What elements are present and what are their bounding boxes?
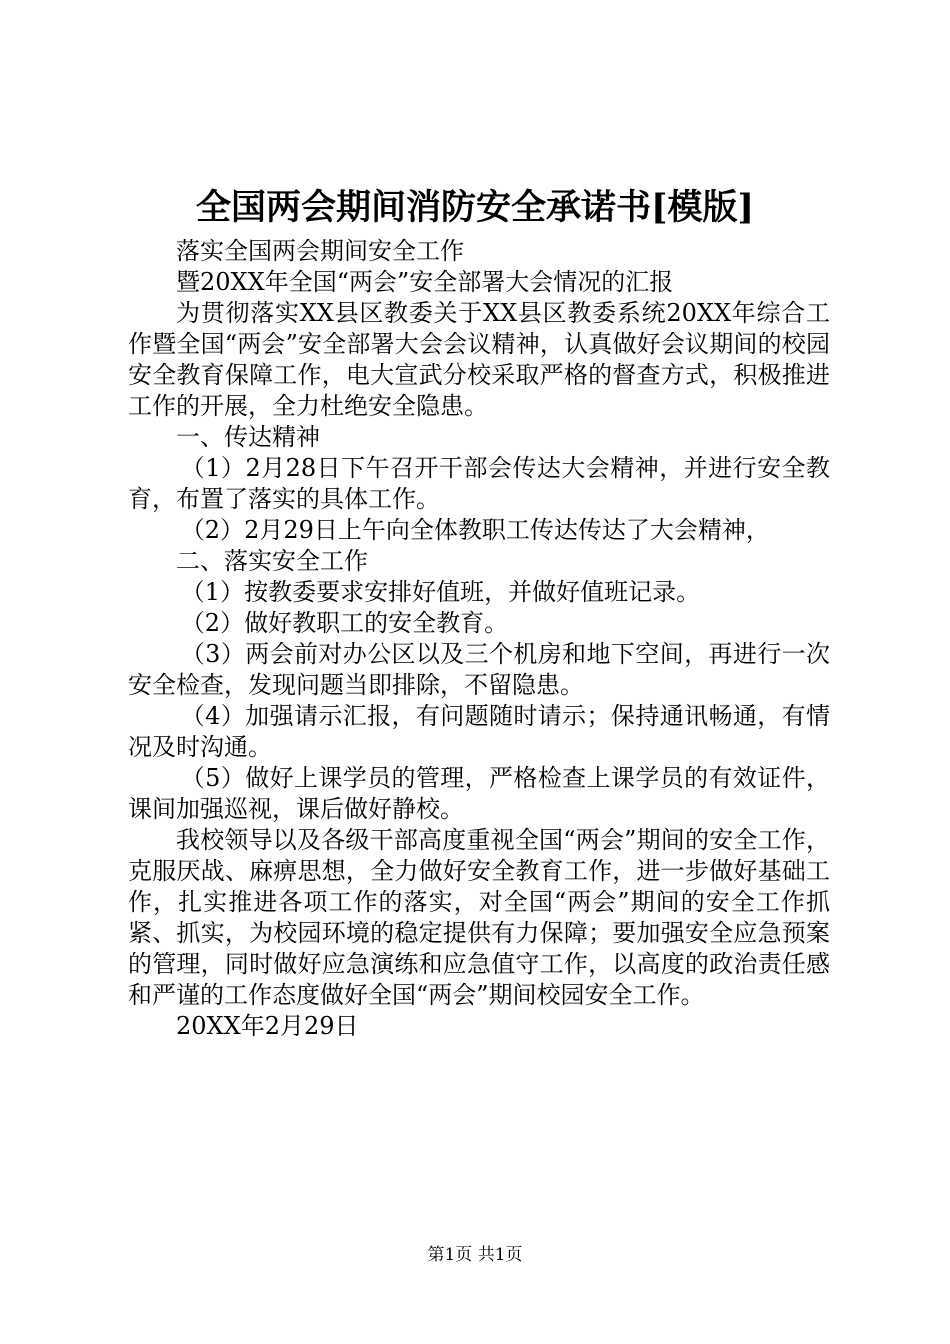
document-title: 全国两会期间消防安全承诺书[模版] xyxy=(195,187,755,228)
list-item: （1）2月28日下午召开干部会传达大会精神，并进行安全教育，布置了落实的具体工作。 xyxy=(128,454,830,513)
paragraph-subtitle-1: 落实全国两会期间安全工作 xyxy=(176,237,464,265)
paragraph-conclusion: 我校领导以及各级干部高度重视全国“两会”期间的安全工作，克服厌战、麻痹思想，全力做好安全教育工作，进一步做好基础工作，扎实推进各项工作的落实，对全国“两会”期间的安全工作抓紧、抓实，为校园环境的稳定提供有力保障；要加强安全应急预案的管理，同时做好应急演练和应急值守工作，以高度的政治责任感和严谨的工作态度做好全国“两会”期间校园安全工作。 xyxy=(128,826,830,1009)
paragraph-intro: 为贯彻落实XX县区教委关于XX县区教委系统20XX年综合工作暨全国“两会”安全部署大会会议精神，认真做好会议期间的校园安全教育保障工作，电大宣武分校采取严格的督查方式，积极推进工作的开展，全力杜绝安全隐患。 xyxy=(128,299,830,420)
document-date: 20XX年2月29日 xyxy=(176,1012,359,1040)
list-item: （4）加强请示汇报，有问题随时请示；保持通讯畅通，有情况及时沟通。 xyxy=(128,702,830,761)
list-item: （3）两会前对办公区以及三个机房和地下空间，再进行一次安全检查，发现问题当即排除，不留隐患。 xyxy=(128,640,830,699)
list-item: （2）2月29日上午向全体教职工传达传达了大会精神， xyxy=(180,516,770,544)
section-heading-2: 二、落实安全工作 xyxy=(176,547,368,575)
list-item: （2）做好教职工的安全教育。 xyxy=(180,609,509,637)
list-item: （1）按教委要求安排好值班，并做好值班记录。 xyxy=(180,578,701,606)
paragraph-subtitle-2: 暨20XX年全国“两会”安全部署大会情况的汇报 xyxy=(176,268,674,296)
list-item: （5）做好上课学员的管理，严格检查上课学员的有效证件，课间加强巡视，课后做好静校。 xyxy=(128,764,830,823)
page-footer: 第1页 共1页 xyxy=(427,1245,523,1265)
section-heading-1: 一、传达精神 xyxy=(176,423,320,451)
document-body xyxy=(128,236,830,1042)
